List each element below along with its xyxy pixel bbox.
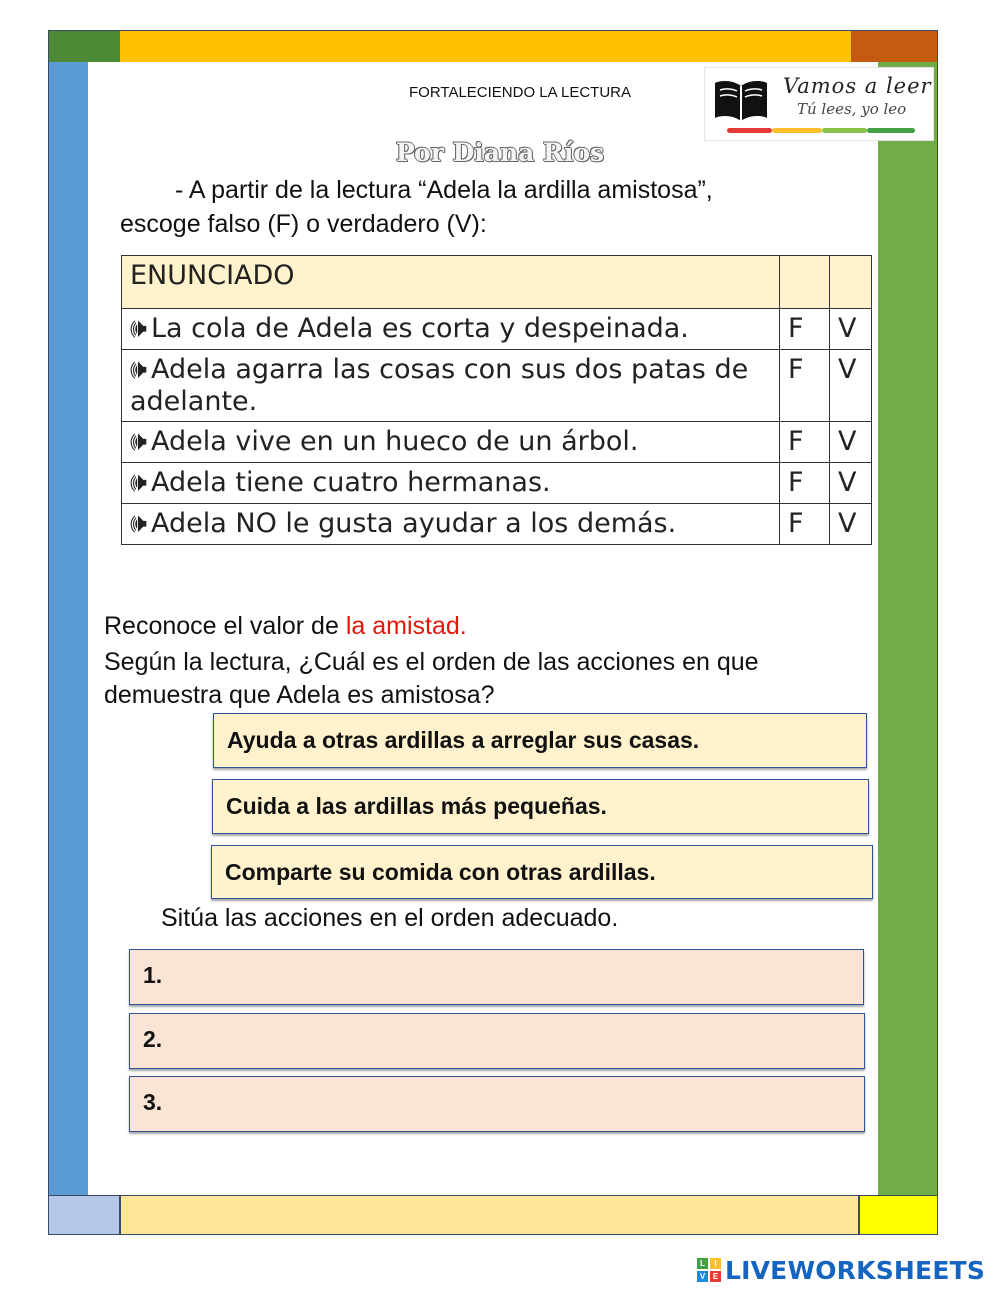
false-option[interactable]: F	[780, 350, 830, 422]
table-header-statement: ENUNCIADO	[122, 256, 780, 309]
friendship-heading: Reconoce el valor de la amistad.	[104, 612, 467, 640]
false-option[interactable]: F	[780, 463, 830, 504]
statement-text: Adela vive en un hueco de un árbol.	[151, 426, 639, 457]
speaker-icon[interactable]: 🕪	[130, 313, 148, 344]
table-row	[122, 422, 872, 463]
author-title: Por Diana Ríos	[395, 138, 605, 167]
false-option[interactable]: F	[780, 422, 830, 463]
false-option[interactable]: F	[780, 309, 830, 350]
logo-stripe-red	[727, 128, 772, 133]
table-row	[122, 504, 872, 545]
liveworksheets-logo-icon: L I V E	[697, 1258, 721, 1282]
true-option[interactable]: V	[830, 504, 872, 545]
logo-stripe-green	[867, 128, 915, 133]
worksheet-header: FORTALECIENDO LA LECTURA	[409, 84, 631, 101]
logo-subtitle: Tú lees, yo leo	[797, 100, 907, 118]
order-slot-2[interactable]: 2.	[129, 1013, 865, 1069]
speaker-icon[interactable]: 🕪	[130, 467, 148, 498]
vamos-a-leer-logo	[704, 67, 934, 141]
logo-title: Vamos a leer	[783, 74, 932, 98]
instruction-line-2: escoge falso (F) o verdadero (V):	[120, 210, 487, 238]
true-option[interactable]: V	[830, 309, 872, 350]
statement-text: Adela agarra las cosas con sus dos patas de adelante.	[130, 354, 749, 417]
table-header-row	[122, 256, 872, 309]
statement-text: Adela tiene cuatro hermanas.	[151, 467, 551, 498]
question-line-2: demuestra que Adela es amistosa?	[104, 681, 495, 709]
action-card[interactable]: Cuida a las ardillas más pequeñas.	[212, 779, 869, 834]
speaker-icon[interactable]: 🕪	[130, 426, 148, 457]
action-card[interactable]: Ayuda a otras ardillas a arreglar sus casas.	[213, 713, 867, 768]
table-row	[122, 350, 872, 422]
statement-text: Adela NO le gusta ayudar a los demás.	[151, 508, 677, 539]
order-slot-3[interactable]: 3.	[129, 1076, 865, 1132]
speaker-icon[interactable]: 🕪	[130, 508, 148, 539]
logo-stripe-yellow	[772, 128, 822, 133]
action-card[interactable]: Comparte su comida con otras ardillas.	[211, 845, 873, 899]
speaker-icon[interactable]: 🕪	[130, 354, 148, 385]
true-false-table	[121, 255, 872, 545]
table-row	[122, 309, 872, 350]
liveworksheets-brand[interactable]	[697, 1255, 985, 1285]
true-option[interactable]: V	[830, 463, 872, 504]
book-icon	[711, 76, 771, 126]
table-header-empty-v	[830, 256, 872, 309]
table-header-empty-f	[780, 256, 830, 309]
true-option[interactable]: V	[830, 422, 872, 463]
false-option[interactable]: F	[780, 504, 830, 545]
liveworksheets-text: LIVEWORKSHEETS	[725, 1255, 986, 1285]
order-instruction: Sitúa las acciones en el orden adecuado.	[161, 904, 619, 932]
table-row	[122, 463, 872, 504]
instruction-line-1: - A partir de la lectura “Adela la ardilla amistosa”,	[175, 176, 713, 204]
logo-stripe-lightgreen	[822, 128, 867, 133]
friendship-highlight: la amistad.	[345, 612, 467, 640]
statement-text: La cola de Adela es corta y despeinada.	[151, 313, 689, 344]
question-line-1: Según la lectura, ¿Cuál es el orden de las acciones en que	[104, 648, 759, 676]
order-slot-1[interactable]: 1.	[129, 949, 864, 1005]
true-option[interactable]: V	[830, 350, 872, 422]
